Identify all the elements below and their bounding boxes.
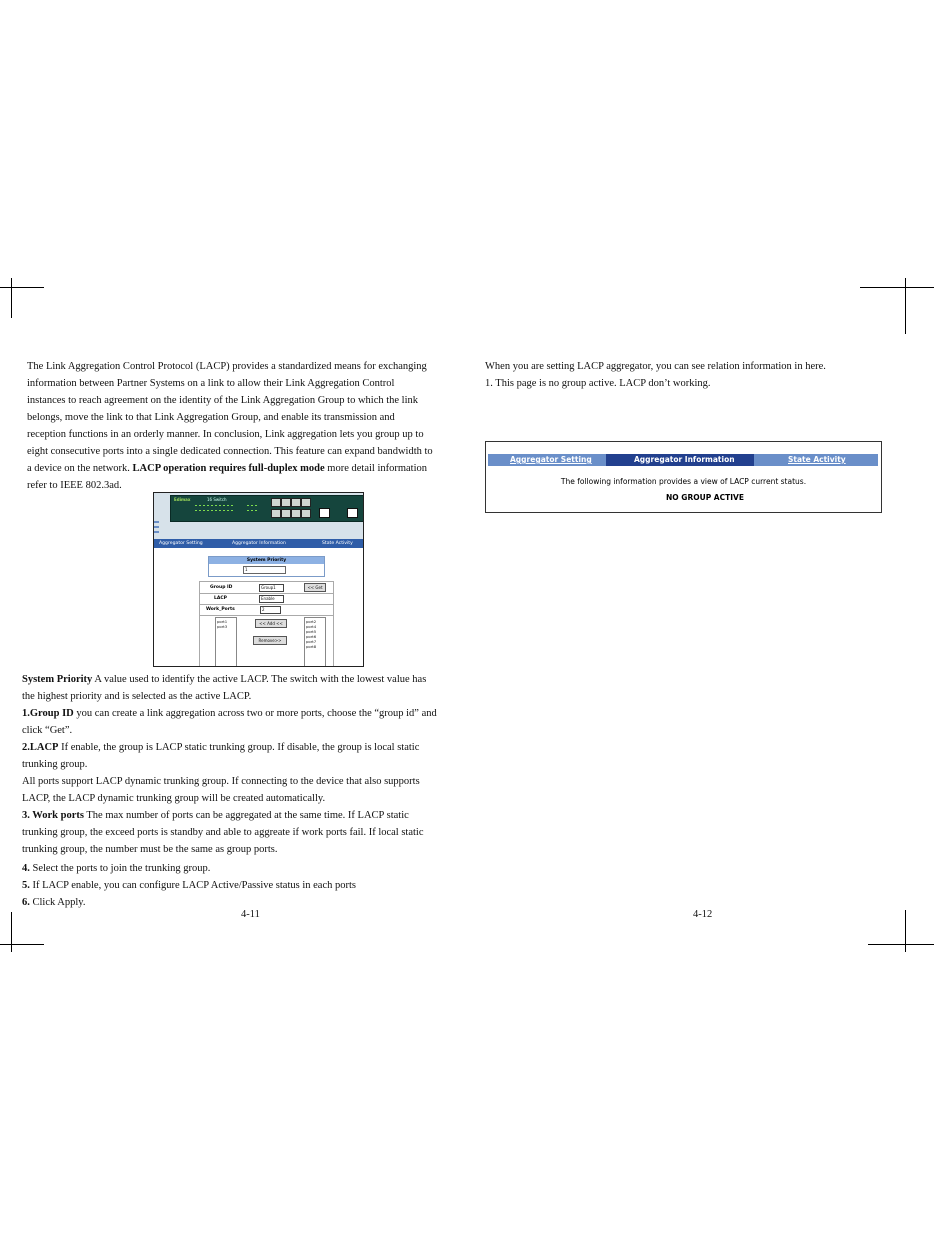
- led-icon: [195, 510, 197, 511]
- intro-text: The Link Aggregation Control Protocol (LACP) provides a standardized means for exchanging information between Partner Systems on a link to allow their Link Aggregation Control instances to reach agreement on the identity of the Link Aggregation Group to which the link belongs, move the link to that Link Aggregation Group, and enable its transmission and reception functions in an orderly manner. In conclusion, Link aggregation lets you group up to eight consecutive ports into a single dedicated connection. This feature can expand bandwidth to a device on the network.: [27, 361, 433, 474]
- group-ports-list[interactable]: [215, 617, 237, 667]
- led-icon: [231, 510, 233, 511]
- led-icon: [227, 510, 229, 511]
- system-priority-label: System Priority: [209, 557, 324, 564]
- led-icon: [219, 505, 221, 506]
- group-id-label: Group ID: [210, 585, 233, 590]
- tab-aggregator-setting[interactable]: Aggregator Setting: [159, 541, 203, 546]
- stripe: [154, 521, 159, 523]
- led-icon: [195, 505, 197, 506]
- led-icon: [255, 505, 257, 506]
- tab-state-activity[interactable]: State Activity: [322, 541, 353, 546]
- get-button[interactable]: << Get: [304, 583, 326, 592]
- crop-mark: [868, 944, 934, 945]
- sfp-port-icon: [319, 508, 330, 518]
- tab-aggregator-setting[interactable]: Aggregator Setting: [510, 455, 592, 464]
- right-intro: [485, 358, 905, 392]
- desc-step-4: 4. Select the ports to join the trunking group.: [22, 863, 211, 874]
- right-line-1: When you are setting LACP aggregator, you can see relation information in here.: [485, 361, 826, 372]
- tab-bar: [488, 454, 878, 466]
- led-icon: [199, 505, 201, 506]
- led-icon: [219, 510, 221, 511]
- tab-aggregator-information[interactable]: Aggregator Information: [232, 541, 286, 546]
- list-item[interactable]: port5: [306, 629, 317, 634]
- led-icon: [223, 505, 225, 506]
- port-icon: [291, 498, 301, 507]
- led-icon: [207, 510, 209, 511]
- device-model: 16 Switch: [207, 497, 227, 502]
- port-icon: [301, 498, 311, 507]
- list-item[interactable]: port1: [217, 619, 228, 624]
- led-icon: [211, 510, 213, 511]
- aggregator-information-screenshot: [485, 441, 882, 513]
- stripe: [154, 526, 159, 528]
- led-icon: [223, 510, 225, 511]
- led-icon: [247, 505, 249, 506]
- crop-mark: [11, 912, 12, 952]
- desc-system-priority: System Priority A value used to identify the active LACP. The switch with the lowest value has the highest priority and is selected as the active LACP.: [22, 674, 427, 702]
- led-icon: [203, 510, 205, 511]
- device-banner: [154, 493, 363, 539]
- stripe: [154, 531, 159, 533]
- led-icon: [255, 510, 257, 511]
- page-number-left: 4-11: [241, 909, 260, 920]
- work-ports-input[interactable]: 2: [260, 606, 281, 614]
- list-item[interactable]: port8: [306, 644, 317, 649]
- led-icon: [203, 505, 205, 506]
- add-button[interactable]: << Add <<: [255, 619, 287, 628]
- port-icon: [291, 509, 301, 518]
- port-icon: [281, 509, 291, 518]
- right-line-2: 1. This page is no group active. LACP don’t working.: [485, 378, 711, 389]
- work-ports-label: Work_Ports: [206, 607, 235, 612]
- lacp-label: LACP: [214, 596, 227, 601]
- tab-bar: [154, 539, 363, 548]
- list-item[interactable]: port4: [306, 624, 317, 629]
- crop-mark: [0, 287, 44, 288]
- intro-bold: LACP operation requires full-duplex mode: [132, 463, 325, 474]
- led-icon: [251, 505, 253, 506]
- desc-group-id: 1.Group ID you can create a link aggregation across two or more ports, choose the “group id” and click “Get”.: [22, 708, 437, 736]
- device-logo: Edimax: [174, 497, 191, 502]
- crop-mark: [11, 278, 12, 318]
- tab-aggregator-information[interactable]: Aggregator Information: [606, 454, 754, 466]
- desc-work-ports: 3. Work ports The max number of ports can be aggregated at the same time. If LACP static trunking group, the exceed ports is standby and able to aggreate if work ports fail. If local static trunking group, the number must be the same as group ports.: [22, 810, 424, 855]
- desc-dynamic-trunking: All ports support LACP dynamic trunking group. If connecting to the device that also supports LACP, the LACP dynamic trunking group will be created automatically.: [22, 776, 420, 804]
- port-icon: [281, 498, 291, 507]
- led-icon: [251, 510, 253, 511]
- port-icon: [301, 509, 311, 518]
- led-icon: [199, 510, 201, 511]
- crop-mark: [905, 910, 906, 952]
- led-icon: [211, 505, 213, 506]
- led-icon: [207, 505, 209, 506]
- crop-mark: [0, 944, 44, 945]
- status-text: NO GROUP ACTIVE: [666, 493, 744, 502]
- led-icon: [247, 510, 249, 511]
- intro-tail: more detail information refer to IEEE 802.3ad.: [27, 463, 428, 491]
- sfp-port-icon: [347, 508, 358, 518]
- system-priority-input[interactable]: 1: [243, 566, 286, 574]
- led-icon: [215, 510, 217, 511]
- system-priority-box: [208, 556, 325, 577]
- group-config-table: [199, 581, 334, 667]
- led-icon: [227, 505, 229, 506]
- led-icon: [215, 505, 217, 506]
- work-ports-row: [200, 604, 333, 616]
- crop-mark: [860, 287, 934, 288]
- port-icon: [271, 509, 281, 518]
- list-item[interactable]: port7: [306, 639, 317, 644]
- aggregator-setting-screenshot: [153, 492, 364, 667]
- list-item[interactable]: port6: [306, 634, 317, 639]
- list-item[interactable]: port3: [217, 624, 228, 629]
- page-number-right: 4-12: [693, 909, 713, 920]
- list-item[interactable]: port2: [306, 619, 317, 624]
- available-ports-list[interactable]: [304, 617, 326, 667]
- remove-button[interactable]: Remove>>: [253, 636, 287, 645]
- desc-lacp: 2.LACP If enable, the group is LACP static trunking group. If disable, the group is local static trunking group.: [22, 742, 420, 770]
- group-id-select[interactable]: Group1: [259, 584, 284, 592]
- led-icon: [231, 505, 233, 506]
- field-descriptions: [22, 671, 437, 911]
- desc-step-6: 6. Click Apply.: [22, 897, 86, 908]
- port-icon: [271, 498, 281, 507]
- lacp-select[interactable]: Enable: [259, 595, 284, 603]
- tab-state-activity[interactable]: State Activity: [788, 455, 846, 464]
- info-text: The following information provides a view of LACP current status.: [560, 477, 807, 486]
- desc-step-5: 5. If LACP enable, you can configure LACP Active/Passive status in each ports: [22, 880, 356, 891]
- intro-paragraph: [27, 358, 435, 494]
- switch-device-image: [170, 495, 364, 522]
